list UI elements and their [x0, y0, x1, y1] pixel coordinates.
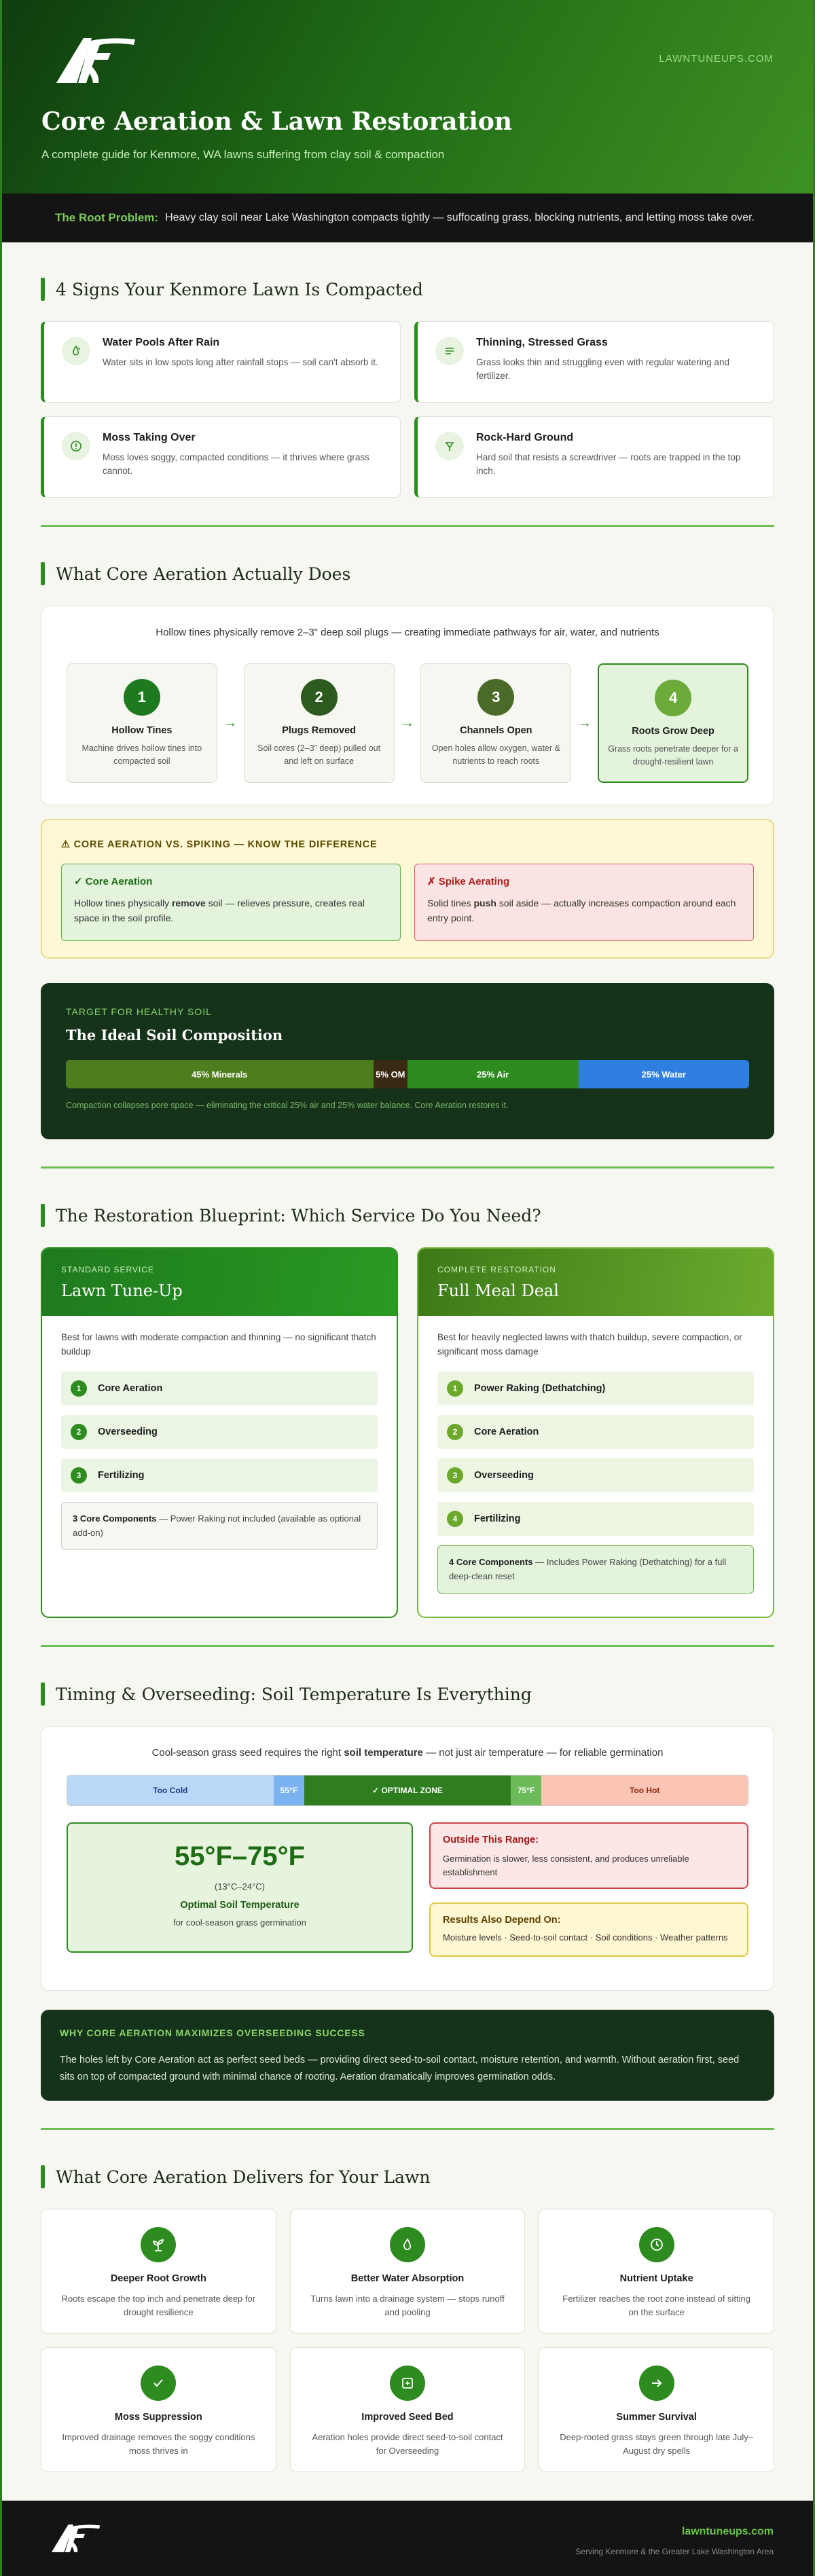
benefit-card [539, 2209, 774, 2334]
process-steps [67, 663, 748, 783]
benefit-card [290, 2209, 526, 2334]
sprout-icon [141, 2227, 176, 2262]
soil-segment: 45% Minerals [66, 1060, 374, 1088]
sign-card [414, 416, 774, 498]
soil-segment: 25% Air [408, 1060, 579, 1088]
spike-aerating-text: Solid tines push soil aside — actually increases compaction around each entry point. [427, 898, 736, 924]
process-step [244, 663, 395, 783]
heading-accent-bar [41, 1682, 45, 1706]
signs-heading [41, 278, 774, 301]
plan-eyebrow: STANDARD SERVICE [61, 1265, 154, 1274]
root-problem-label: The Root Problem: [55, 211, 159, 224]
results-depend-card [429, 1902, 748, 1957]
footer-serving-text: Serving Kenmore & the Greater Lake Washington Area [575, 2547, 774, 2556]
soil-segment: 25% Water [579, 1060, 750, 1088]
sign-title: Thinning, Stressed Grass [476, 337, 608, 348]
item-number: 1 [71, 1380, 87, 1397]
screwdriver-icon [435, 432, 464, 460]
plan-item: 2 Core Aeration [437, 1415, 754, 1449]
timing-card [41, 1726, 774, 1991]
plan-item: 4 Fertilizing [437, 1502, 754, 1536]
step-number: 4 [655, 680, 691, 716]
benefits-title: What Core Aeration Delivers for Your Lawn [56, 2167, 431, 2187]
plan-footnote: 3 Core Components — Power Raking not included (available as optional add-on) [61, 1502, 378, 1551]
benefit-text: Deep-rooted grass stays green through late July–August dry spells [560, 2432, 754, 2457]
root-problem-banner [2, 194, 813, 242]
benefit-card [539, 2347, 774, 2472]
item-number: 4 [447, 1511, 463, 1527]
step-text: Soil cores (2–3" deep) pulled out and left on surface [257, 743, 381, 766]
process-title: What Core Aeration Actually Does [56, 564, 351, 584]
benefit-text: Improved drainage removes the soggy conditions moss thrives in [62, 2432, 255, 2457]
why-aeration-title: WHY CORE AERATION MAXIMIZES OVERSEEDING SUCCESS [60, 2027, 365, 2038]
timing-row [67, 1822, 748, 1957]
signs-title: 4 Signs Your Kenmore Lawn Is Compacted [56, 279, 423, 299]
section-divider [41, 525, 774, 527]
section-divider [41, 1166, 774, 1169]
optimal-range-value: 55°F–75°F [174, 1841, 306, 1871]
results-depend-title: Results Also Depend On: [443, 1915, 561, 1926]
temperature-zone: 75°F [511, 1775, 542, 1805]
plan-item: 1 Core Aeration [61, 1372, 378, 1405]
step-title: Roots Grow Deep [632, 726, 714, 737]
timing-intro: Cool-season grass seed requires the right soil temperature — not just air temperature — for reliable germination [151, 1747, 664, 1759]
page-title: Core Aeration & Lawn Restoration [41, 107, 513, 136]
plan-card-lawn-tune-up[interactable] [41, 1247, 398, 1618]
section-divider [41, 2128, 774, 2130]
plan-footnote: 4 Core Components — Includes Power Raking (Dethatching) for a full deep-clean reset [437, 1545, 754, 1594]
sign-title: Moss Taking Over [103, 432, 196, 443]
temperature-zone: Too Hot [541, 1775, 748, 1805]
plan-body [42, 1316, 397, 1550]
process-step [420, 663, 571, 783]
water-drop-icon [62, 337, 90, 365]
page-subtitle: A complete guide for Kenmore, WA lawns suffering from clay soil & compaction [41, 148, 445, 161]
benefit-title: Better Water Absorption [350, 2273, 465, 2284]
item-number: 2 [447, 1424, 463, 1440]
benefit-title: Nutrient Uptake [619, 2273, 693, 2284]
footer-domain-link[interactable]: lawntuneups.com [681, 2526, 774, 2537]
plan-eyebrow: COMPLETE RESTORATION [437, 1265, 556, 1274]
benefits-section [2, 2165, 813, 2472]
benefit-title: Deeper Root Growth [110, 2273, 206, 2284]
timing-section [2, 1682, 813, 2101]
soil-composition-panel [41, 983, 774, 1139]
arrow-right-icon: → [577, 715, 592, 731]
benefit-card [41, 2347, 276, 2472]
blueprint-title: The Restoration Blueprint: Which Service Do You Need? [56, 1205, 541, 1226]
plan-description: Best for heavily neglected lawns with thatch buildup, severe compaction, or significant moss damage [437, 1332, 742, 1357]
benefits-heading [41, 2165, 774, 2188]
optimal-range-label: Optimal Soil Temperature [180, 1900, 300, 1911]
blueprint-section [2, 1204, 813, 1618]
temperature-zone: 55°F [274, 1775, 305, 1805]
process-intro: Hollow tines physically remove 2–3" deep soil plugs — creating immediate pathways for air, water, and nutrients [156, 627, 659, 638]
benefit-title: Moss Suppression [114, 2412, 202, 2423]
check-icon [141, 2366, 176, 2401]
sign-card [41, 416, 401, 498]
timing-title: Timing & Overseeding: Soil Temperature Is Everything [56, 1684, 532, 1704]
process-card [41, 606, 774, 805]
signs-section [2, 278, 813, 498]
sign-text: Water sits in low spots long after rainfall stops — soil can't absorb it. [103, 357, 378, 367]
soil-note: Compaction collapses pore space — eliminating the critical 25% air and 25% water balance. Core Aeration restores it. [66, 1101, 509, 1110]
arrow-right-icon: → [223, 715, 238, 731]
root-problem-text: Heavy clay soil near Lake Washington compacts tightly — suffocating grass, blocking nutrients, and letting moss take over. [165, 212, 755, 223]
sign-card [41, 321, 401, 403]
plus-square-icon [390, 2366, 425, 2401]
step-title: Channels Open [460, 725, 532, 736]
plan-item: 1 Power Raking (Dethatching) [437, 1372, 754, 1405]
benefit-text: Roots escape the top inch and penetrate deep for drought resilience [61, 2294, 256, 2318]
benefit-card [290, 2347, 526, 2472]
soil-title: The Ideal Soil Composition [66, 1027, 283, 1044]
optimal-range-celsius: (13°C–24°C) [215, 1881, 265, 1892]
plans-row [41, 1247, 774, 1618]
step-text: Open holes allow oxygen, water & nutrients to reach roots [431, 743, 560, 766]
benefit-title: Summer Survival [616, 2412, 697, 2423]
timing-side [429, 1822, 748, 1957]
signs-grid [41, 321, 774, 498]
benefit-text: Fertilizer reaches the root zone instead of sitting on the surface [562, 2294, 751, 2318]
header-domain-link[interactable]: LAWNTUNEUPS.COM [659, 53, 774, 65]
plan-item: 3 Overseeding [437, 1458, 754, 1492]
optimal-range-card [67, 1822, 413, 1953]
page-footer [2, 2501, 813, 2576]
sign-text: Moss loves soggy, compacted conditions — it thrives where grass cannot. [103, 452, 369, 477]
soil-composition-bar [66, 1060, 749, 1088]
optimal-range-sub: for cool-season grass germination [173, 1917, 306, 1928]
why-aeration-panel [41, 2010, 774, 2101]
footer-logo[interactable] [48, 2521, 103, 2555]
alert-circle-icon [62, 432, 90, 460]
plan-title: Full Meal Deal [437, 1281, 559, 1300]
benefit-title: Improved Seed Bed [361, 2412, 454, 2423]
sign-card [414, 321, 774, 403]
plan-card-full-meal-deal[interactable] [417, 1247, 774, 1618]
temperature-zone: Too Cold [67, 1775, 274, 1805]
process-step [67, 663, 217, 783]
brand-logo[interactable] [51, 33, 139, 87]
outside-range-card [429, 1822, 748, 1889]
temperature-zone: ✓ OPTIMAL ZONE [304, 1775, 511, 1805]
heading-accent-bar [41, 2165, 45, 2188]
plan-description: Best for lawns with moderate compaction and thinning — no significant thatch buildup [61, 1332, 376, 1357]
hero-header [2, 0, 813, 194]
plan-body [418, 1316, 773, 1594]
outside-range-text: Germination is slower, less consistent, and produces unreliable establishment [443, 1854, 689, 1877]
process-section [2, 562, 813, 1139]
step-number: 1 [124, 679, 160, 716]
blueprint-heading [41, 1204, 774, 1227]
plan-item: 3 Fertilizing [61, 1458, 378, 1492]
step-number: 2 [301, 679, 338, 716]
arrow-right-icon [639, 2366, 674, 2401]
plan-item: 2 Overseeding [61, 1415, 378, 1449]
core-aeration-text: Hollow tines physically remove soil — relieves pressure, creates real space in the soil profile. [74, 898, 365, 924]
results-depend-text: Moisture levels · Seed-to-soil contact · Soil conditions · Weather patterns [443, 1932, 728, 1943]
why-aeration-text: The holes left by Core Aeration act as perfect seed beds — providing direct seed-to-soil contact, moisture retention, and warmth. Without aeration first, seed sits on top of compacted ground with minimal chance of rooting. Aeration dramatically improves germination odds. [60, 2055, 740, 2083]
benefit-text: Turns lawn into a drainage system — stops runoff and pooling [310, 2294, 505, 2318]
spike-aerating-card [414, 864, 754, 941]
core-aeration-card [61, 864, 401, 941]
benefits-grid [41, 2209, 774, 2472]
step-number: 3 [477, 679, 514, 716]
compare-row [61, 864, 754, 941]
item-number: 3 [447, 1467, 463, 1484]
core-aeration-title: ✓ Core Aeration [74, 876, 153, 887]
soil-temperature-bar [67, 1775, 748, 1806]
plan-header [418, 1249, 773, 1316]
sign-text: Grass looks thin and struggling even with regular watering and fertilizer. [476, 357, 729, 382]
heading-accent-bar [41, 1204, 45, 1227]
clock-icon [639, 2227, 674, 2262]
aeration-vs-spiking-box [41, 819, 774, 959]
plan-title: Lawn Tune-Up [61, 1281, 183, 1300]
plan-header [42, 1249, 397, 1316]
process-heading [41, 562, 774, 585]
sign-title: Water Pools After Rain [103, 337, 220, 348]
item-number: 2 [71, 1424, 87, 1440]
heading-accent-bar [41, 562, 45, 585]
sign-title: Rock-Hard Ground [476, 432, 574, 443]
item-number: 3 [71, 1467, 87, 1484]
timing-heading [41, 1682, 774, 1706]
heading-accent-bar [41, 278, 45, 301]
compare-title: ⚠ CORE AERATION VS. SPIKING — KNOW THE DIFFERENCE [61, 839, 378, 850]
sign-text: Hard soil that resists a screwdriver — roots are trapped in the top inch. [476, 452, 741, 477]
section-divider [41, 1645, 774, 1647]
step-text: Machine drives hollow tines into compacted soil [82, 743, 202, 766]
lines-icon [435, 337, 464, 365]
step-text: Grass roots penetrate deeper for a drought-resilient lawn [608, 744, 738, 767]
water-drop-icon [390, 2227, 425, 2262]
process-step [598, 663, 748, 783]
soil-eyebrow: TARGET FOR HEALTHY SOIL [66, 1006, 212, 1017]
item-number: 1 [447, 1380, 463, 1397]
arrow-right-icon: → [400, 715, 414, 731]
step-title: Plugs Removed [282, 725, 357, 736]
soil-segment: 5% OM [374, 1060, 408, 1088]
outside-range-title: Outside This Range: [443, 1835, 539, 1845]
benefit-card [41, 2209, 276, 2334]
benefit-text: Aeration holes provide direct seed-to-soil contact for Overseeding [312, 2432, 503, 2457]
step-title: Hollow Tines [111, 725, 173, 736]
spike-aerating-title: ✗ Spike Aerating [427, 876, 510, 887]
